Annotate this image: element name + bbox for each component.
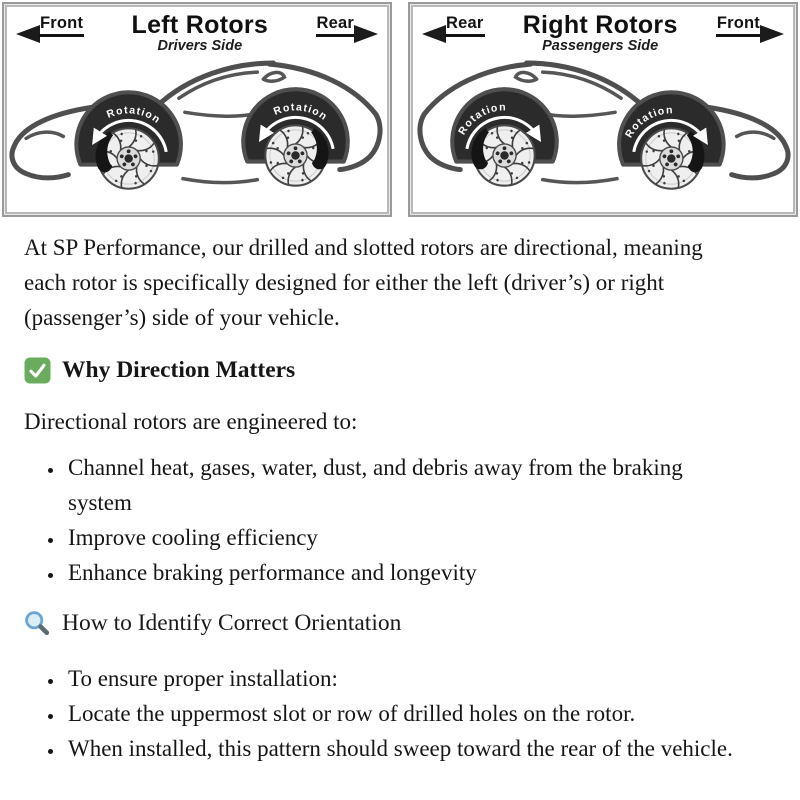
front-direction-indicator (716, 13, 784, 43)
rear-label: Rear (316, 13, 356, 37)
front-label: Front (716, 13, 761, 37)
arrow-left-icon (16, 25, 40, 43)
panel-subtitle: Passengers Side (542, 38, 659, 54)
left-rotors-panel (2, 2, 392, 217)
arrow-right-icon (760, 25, 784, 43)
intro-paragraph: At SP Performance, our drilled and slotted rotors are directional, meaning each rotor is specifically designed for either the left (driver’s) or right (passenger’s) side of your vehicle. (24, 234, 703, 330)
list-item: • When installed, this pattern should sweep toward the rear of the vehicle. (65, 731, 746, 766)
rotation-label: Rotation (105, 104, 163, 127)
identify-bullet-list (24, 661, 746, 766)
rotation-label: Rotation (271, 101, 330, 124)
section-why-heading (24, 356, 746, 385)
panel-subtitle: Drivers Side (157, 38, 243, 54)
search-icon (24, 610, 51, 637)
panel-title: Left Rotors (131, 11, 269, 39)
section-identify-title: How to Identify Correct Orientation (62, 609, 402, 636)
why-lead-text: Directional rotors are engineered to: (24, 408, 358, 434)
rear-direction-indicator (422, 13, 485, 43)
list-item: • Improve cooling efficiency (65, 520, 746, 555)
list-item: • Enhance braking performance and longevity (65, 555, 746, 590)
right-rotors-panel (408, 2, 798, 217)
list-item: • To ensure proper installation: (65, 661, 746, 696)
rear-label: Rear (445, 13, 485, 37)
rotor-direction-figure (2, 2, 798, 217)
section-identify-heading (24, 609, 746, 638)
rear-direction-indicator (316, 13, 379, 43)
list-item: • Locate the uppermost slot or row of drilled holes on the rotor. (65, 696, 746, 731)
panel-title: Right Rotors (522, 11, 678, 39)
check-icon (24, 357, 51, 384)
section-why-title: Why Direction Matters (62, 356, 296, 383)
article-body (0, 230, 800, 776)
front-label: Front (39, 13, 84, 37)
rotation-label: Rotation (622, 104, 674, 141)
front-direction-indicator (16, 13, 84, 43)
why-bullet-list (24, 450, 746, 590)
arrow-left-icon (422, 25, 446, 43)
list-item: • Channel heat, gases, water, dust, and debris away from the braking system (65, 450, 746, 520)
left-car-diagram (6, 52, 388, 213)
right-car-diagram (412, 52, 794, 213)
rotation-label: Rotation (456, 101, 507, 138)
arrow-right-icon (354, 25, 378, 43)
